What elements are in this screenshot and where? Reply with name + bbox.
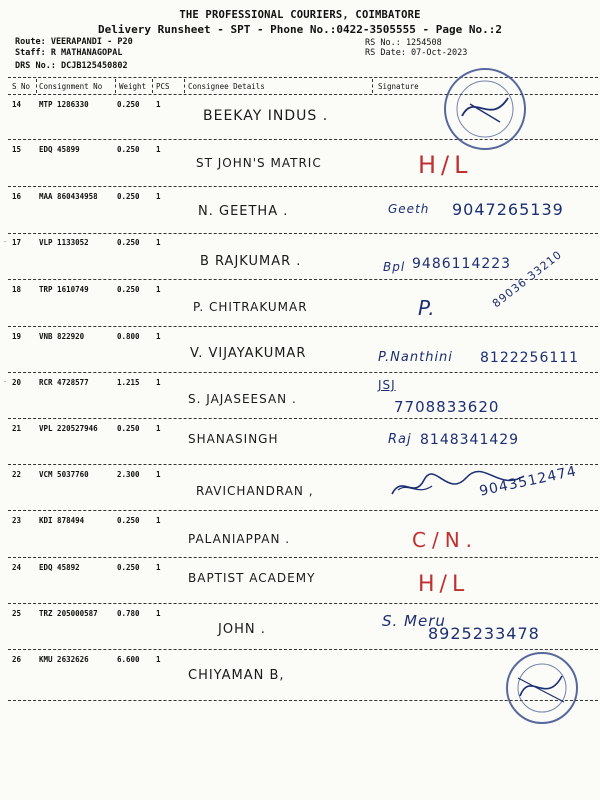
courier-seal-stamp bbox=[440, 64, 530, 154]
consignee-handwritten: V. VIJAYAKUMAR bbox=[190, 346, 307, 361]
signature-mark: H/L bbox=[418, 572, 470, 597]
signature-mark: Bpl bbox=[383, 260, 406, 274]
consignee-handwritten: RAVICHANDRAN , bbox=[196, 484, 314, 498]
col-divider bbox=[115, 79, 116, 93]
consignee-handwritten: BEEKAY INDUS . bbox=[203, 108, 329, 124]
weight: 0.250 bbox=[117, 100, 140, 109]
phone-handwritten: 9486114223 bbox=[412, 256, 512, 272]
col-divider bbox=[372, 79, 373, 93]
weight: 0.250 bbox=[117, 192, 140, 201]
signature-mark: P.Nanthini bbox=[378, 350, 453, 365]
phone-handwritten: 8148341429 bbox=[420, 432, 520, 448]
sno: 15 bbox=[12, 145, 22, 154]
weight: 2.300 bbox=[117, 470, 140, 479]
consignment-no: VPL 220527946 bbox=[39, 424, 98, 433]
weight: 0.250 bbox=[117, 516, 140, 525]
sno: 19 bbox=[12, 332, 22, 341]
consignment-no: EDQ 45892 bbox=[39, 563, 80, 572]
row-divider bbox=[8, 464, 598, 465]
weight: 0.780 bbox=[117, 609, 140, 618]
pcs: 1 bbox=[156, 378, 161, 387]
sno: 14 bbox=[12, 100, 22, 109]
phone-handwritten: 7708833620 bbox=[394, 398, 500, 416]
consignee-handwritten: P. CHITRAKUMAR bbox=[193, 300, 308, 314]
consignment-no: MAA 860434958 bbox=[39, 192, 98, 201]
row-divider bbox=[8, 557, 598, 558]
consignment-no: VLP 1133052 bbox=[39, 238, 89, 247]
company-title: THE PROFESSIONAL COURIERS, COIMBATORE bbox=[179, 9, 421, 21]
weight: 0.250 bbox=[117, 145, 140, 154]
consignee-handwritten: BAPTIST ACADEMY bbox=[188, 571, 316, 585]
sno: 24 bbox=[12, 563, 22, 572]
consignment-no: KDI 878494 bbox=[39, 516, 85, 525]
consignee-handwritten: B RAJKUMAR . bbox=[200, 254, 302, 269]
sno: 20 bbox=[12, 378, 22, 387]
phone-handwritten: 8925233478 bbox=[428, 624, 540, 643]
signature-mark: H/L bbox=[418, 151, 473, 179]
signature-mark: Raj bbox=[388, 432, 412, 447]
consignee-handwritten: PALANIAPPAN . bbox=[188, 532, 291, 546]
sno: 21 bbox=[12, 424, 22, 433]
pcs: 1 bbox=[156, 470, 161, 479]
consignee-handwritten: S. JAJASEESAN . bbox=[188, 392, 297, 406]
weight: 1.215 bbox=[117, 378, 140, 387]
weight: 6.600 bbox=[117, 655, 140, 664]
row-divider bbox=[8, 418, 598, 419]
row-divider bbox=[8, 279, 598, 280]
signature-mark: P. bbox=[418, 296, 436, 320]
col-header-weight: Weight bbox=[119, 82, 147, 91]
courier-seal-stamp bbox=[502, 648, 582, 728]
sno: 25 bbox=[12, 609, 22, 618]
pcs: 1 bbox=[156, 285, 161, 294]
consignment-no: TRP 1610749 bbox=[39, 285, 89, 294]
col-header-pcs: PCS bbox=[156, 82, 170, 91]
weight: 0.250 bbox=[117, 424, 140, 433]
weight: 0.250 bbox=[117, 285, 140, 294]
pcs: 1 bbox=[156, 655, 161, 664]
pcs: 1 bbox=[156, 332, 161, 341]
consignee-handwritten: CHIYAMAN B, bbox=[188, 668, 285, 683]
row-divider bbox=[8, 510, 598, 511]
sno: 18 bbox=[12, 285, 22, 294]
consignee-handwritten: SHANASINGH bbox=[188, 432, 279, 446]
pcs: 1 bbox=[156, 516, 161, 525]
row-divider bbox=[8, 603, 598, 604]
phone-handwritten: 89036 33210 bbox=[490, 247, 565, 311]
phone-handwritten: 9047265139 bbox=[452, 200, 564, 219]
pcs: 1 bbox=[156, 100, 161, 109]
col-divider bbox=[152, 79, 153, 93]
runsheet-subtitle: Delivery Runsheet - SPT - Phone No.:0422-3505555 - Page No.:2 bbox=[98, 23, 502, 36]
consignment-no: EDQ 45899 bbox=[39, 145, 80, 154]
margin-tick: - bbox=[3, 238, 8, 246]
sno: 17 bbox=[12, 238, 22, 247]
signature-mark: C/N. bbox=[412, 528, 479, 552]
consignee-handwritten: JOHN . bbox=[218, 622, 266, 637]
staff-label: Staff: R MATHANAGOPAL bbox=[15, 48, 123, 58]
weight: 0.250 bbox=[117, 238, 140, 247]
col-header-sno: S No bbox=[12, 82, 31, 91]
sno: 22 bbox=[12, 470, 22, 479]
signature-mark: S. Meru bbox=[382, 612, 446, 630]
signature-mark: JSJ bbox=[378, 378, 396, 392]
col-divider bbox=[184, 79, 185, 93]
drs-label: DRS No.: DCJB125450802 bbox=[15, 61, 128, 71]
consignee-handwritten: N. GEETHA . bbox=[198, 204, 289, 219]
consignment-no: VCM 5037760 bbox=[39, 470, 89, 479]
consignment-no: MTP 1286330 bbox=[39, 100, 89, 109]
sno: 16 bbox=[12, 192, 22, 201]
margin-tick: - bbox=[3, 378, 8, 386]
consignment-no: KMU 2632626 bbox=[39, 655, 89, 664]
sno: 26 bbox=[12, 655, 22, 664]
pcs: 1 bbox=[156, 192, 161, 201]
consignment-no: RCR 4728577 bbox=[39, 378, 89, 387]
weight: 0.800 bbox=[117, 332, 140, 341]
consignee-handwritten: ST JOHN'S MATRIC bbox=[196, 156, 322, 170]
row-divider bbox=[8, 326, 598, 327]
sno: 23 bbox=[12, 516, 22, 525]
consignment-no: TRZ 205000587 bbox=[39, 609, 98, 618]
signature-mark: Geeth bbox=[388, 202, 430, 216]
pcs: 1 bbox=[156, 609, 161, 618]
rs-date-label: RS Date: 07-Oct-2023 bbox=[365, 48, 468, 58]
row-divider bbox=[8, 186, 598, 187]
rs-no-label: RS No.: 1254508 bbox=[365, 38, 442, 48]
pcs: 1 bbox=[156, 238, 161, 247]
row-divider bbox=[8, 372, 598, 373]
col-header-consignee: Consignee Details bbox=[188, 82, 265, 91]
row-divider bbox=[8, 233, 598, 234]
col-header-consignment: Consignment No bbox=[39, 82, 103, 91]
pcs: 1 bbox=[156, 563, 161, 572]
col-divider bbox=[36, 79, 37, 93]
phone-handwritten: 8122256111 bbox=[480, 350, 580, 366]
route-label: Route: VEERAPANDI - P20 bbox=[15, 37, 133, 47]
phone-handwritten: 9043512474 bbox=[478, 463, 579, 500]
pcs: 1 bbox=[156, 145, 161, 154]
consignment-no: VNB 822920 bbox=[39, 332, 85, 341]
weight: 0.250 bbox=[117, 563, 140, 572]
pcs: 1 bbox=[156, 424, 161, 433]
col-header-signature: Signature bbox=[378, 82, 419, 91]
